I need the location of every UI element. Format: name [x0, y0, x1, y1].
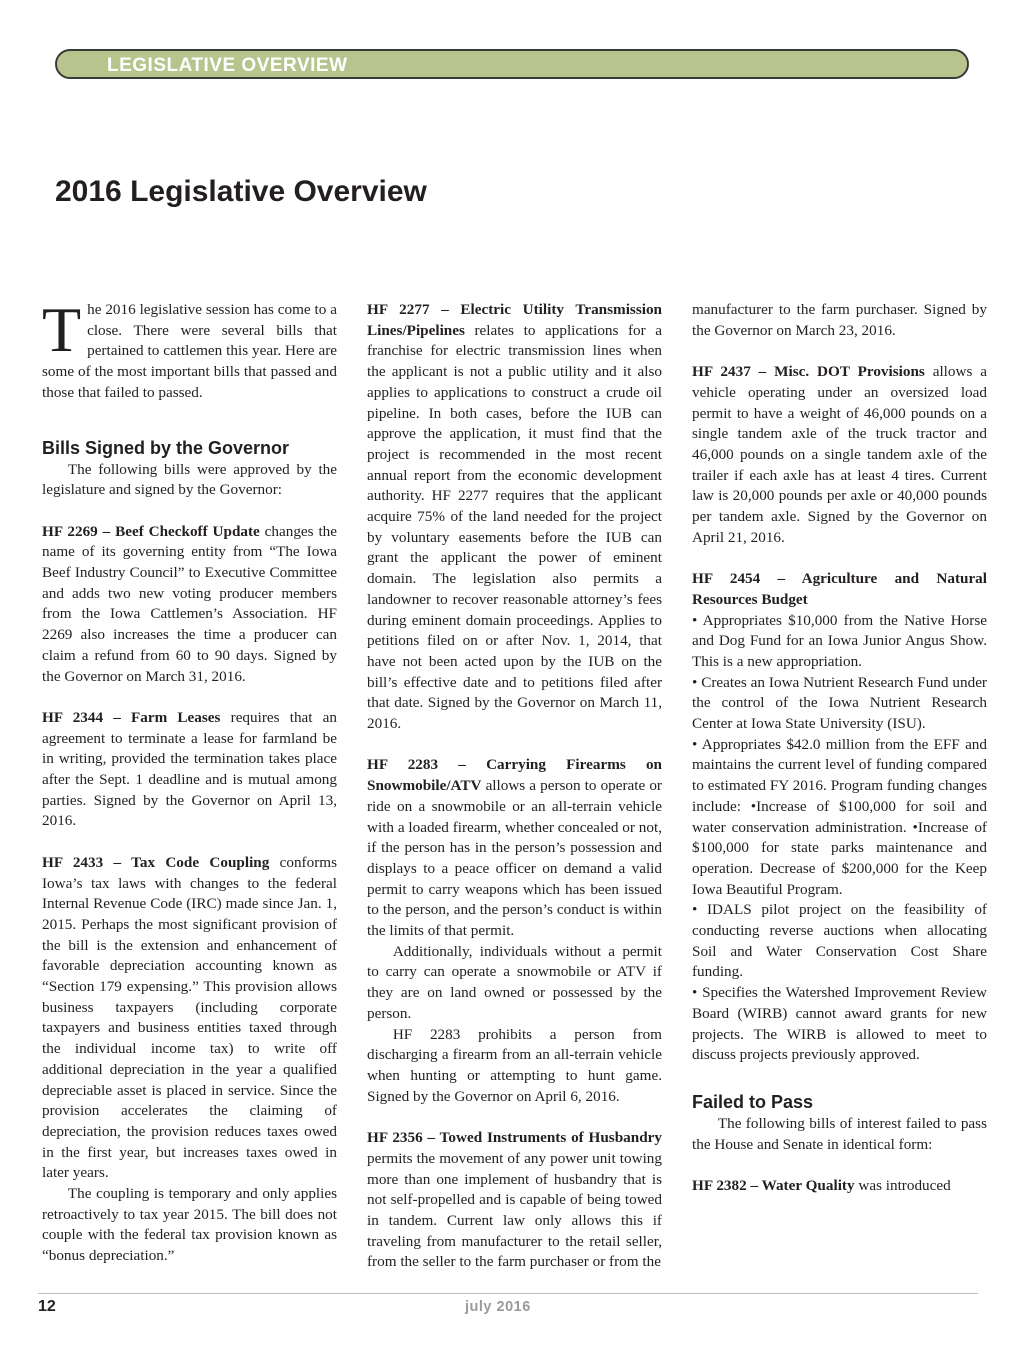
bill-text: was introduced [854, 1177, 951, 1195]
bill-hf2382 [692, 1176, 987, 1197]
bill-title: HF 2454 – Agriculture and Natural Resources Budget [692, 570, 987, 608]
bill-hf2283 [367, 755, 662, 941]
bill-hf2269 [42, 522, 337, 688]
intro-text: he 2016 legislative session has come to a close. There were several bills that pertained to cattlemen this year. Here are some of the most important bills that passed and those that failed to passed. [42, 301, 337, 401]
column-2 [367, 300, 662, 1273]
signed-lead: The following bills were approved by the legislature and signed by the Governor: [42, 460, 337, 499]
bill-title: HF 2277 – Electric Utility Transmission Lines/Pipelines [367, 301, 662, 339]
column-1 [42, 294, 337, 1267]
bill-hf2356 [367, 1128, 662, 1273]
issue-date: july 2016 [465, 1299, 531, 1315]
bill-title: HF 2382 – Water Quality [692, 1177, 855, 1195]
footer-divider [38, 1293, 978, 1294]
bill-hf2283-additional: Additionally, individuals without a permit to carry can operate a snowmobile or ATV if they are on land owned or possessed by the person. [367, 942, 662, 1022]
heading-failed-to-pass: Failed to Pass [692, 1091, 814, 1112]
bill-text: permits the movement of any power unit towing more than one implement of husbandry that is not self-propelled and is capable of being towed in tandem. Current law only allows this if traveling from manufacturer to the retail seller, from the seller to the farm purchaser or from the [367, 1149, 662, 1271]
failed-lead: The following bills of interest failed to pass the House and Senate in identical form: [692, 1114, 987, 1153]
section-banner [55, 49, 969, 79]
budget-bullet: • Appropriates $10,000 from the Native Horse and Dog Fund for an Iowa Junior Angus Show. This is a new appropriation. [692, 611, 987, 670]
column-3 [692, 300, 987, 1197]
bill-text: changes the name of its governing entity from “The Iowa Beef Industry Council” to Executive Committee and adds two new voting producer members from the Iowa Cattlemen’s Association. HF 2269 also increases the time a producer can claim a refund from 60 to 90 days. Signed by the Governor on March 31, 2016. [42, 522, 337, 685]
bill-title: HF 2356 – Towed Instruments of Husbandry [367, 1129, 662, 1147]
bill-text: conforms Iowa’s tax laws with changes to the federal Internal Revenue Code (IRC) made since Jan. 1, 2015. Perhaps the most significant provision of the bill is the extension and enhancement of favorable depreciation accounting known as “Section 179 expensing.” This provision allows business taxpayers (including corporate taxpayers and business entities taxed through the individual income tax) to write off additional depreciation in the year a qualified depreciable asset is placed in service. Since the provision accelerates the claiming of depreciation, the provision reduces taxes owed in the first year, but increases taxes owed in later years. [42, 853, 337, 1182]
bill-hf2454 [692, 569, 987, 610]
intro-paragraph [42, 294, 337, 404]
bill-title: HF 2283 – Carrying Firearms on Snowmobile/ATV [367, 756, 662, 795]
drop-cap: T [42, 294, 82, 365]
budget-bullet: • IDALS pilot project on the feasibility of conducting reverse auctions when allocating Soil and Water Conservation Cost Share funding. [692, 901, 987, 981]
bill-hf2437 [692, 362, 987, 548]
bill-title: HF 2344 – Farm Leases [42, 708, 221, 726]
heading-bills-signed: Bills Signed by the Governor [42, 437, 290, 458]
bill-text: requires that an agreement to terminate a lease for farmland be in writing, provided the termination takes place after the Sept. 1 deadline and is mutual among parties. Signed by the Governor on April 13, 2016. [42, 708, 337, 830]
bill-text: allows a vehicle operating under an oversized load permit to have a weight of 46,000 pounds on a single tandem axle of the truck tractor and 46,000 pounds on a single tandem axle of the trailer if each axle has at least 4 tires. Current law is 20,000 pounds per axle or 40,000 pounds per tandem axle. Signed by the Governor on April 21, 2016. [692, 363, 987, 546]
bill-hf2277 [367, 300, 662, 735]
page-title: 2016 Legislative Overview [55, 175, 427, 208]
bill-hf2283-prohibits: HF 2283 prohibits a person from discharging a firearm from an all-terrain vehicle when hunting or attempting to hunt game. Signed by the Governor on April 6, 2016. [367, 1025, 662, 1105]
section-banner-label: LEGISLATIVE OVERVIEW [107, 55, 348, 76]
bill-hf2356-continued: manufacturer to the farm purchaser. Signed by the Governor on March 23, 2016. [692, 301, 987, 339]
bill-title: HF 2433 – Tax Code Coupling [42, 853, 270, 871]
bill-text: relates to applications for a franchise for electric transmission lines when the applicant is not a public utility and it also applies to applications to construct a crude oil pipeline. In both cases, before the IUB can approve the application, it must find that the project is recommended in the most recent annual report from the economic development authority. HF 2277 requires that the applicant acquire 75% of the land needed for the project by voluntary easements before the IUB can grant the applicant the power of eminent domain. The legislation also permits a landowner to recover reasonable attorney’s fees during eminent domain proceedings. Applies to petitions filed on or after Nov. 1, 2014, that have not been acted upon by the IUB on the bill’s effective date and to petitions filed after that date. Signed by the Governor on March 11, 2016. [367, 321, 662, 733]
bill-title: HF 2437 – Misc. DOT Provisions [692, 363, 925, 381]
bill-hf2433-continued: The coupling is temporary and only applies retroactively to tax year 2015. The bill does not couple with the federal tax provision known as “bonus depreciation.” [42, 1185, 337, 1265]
bill-text: allows a person to operate or ride on a snowmobile or an all-terrain vehicle with a loaded firearm, whether concealed or not, if the person has in the person’s possession and displays to a peace officer on demand a valid permit to carry weapons which has been issued to the person, and the person’s conduct is within the limits of that permit. [367, 777, 662, 940]
bill-hf2344 [42, 708, 337, 832]
budget-bullet: • Creates an Iowa Nutrient Research Fund under the control of the Iowa Nutrient Research Center at Iowa State University (ISU). [692, 673, 987, 733]
bill-hf2433 [42, 853, 337, 1184]
bill-title: HF 2269 – Beef Checkoff Update [42, 522, 260, 540]
budget-bullet: • Appropriates $42.0 million from the EFF and maintains the current level of funding compared to estimated FY 2016. Program funding changes include: •Increase of $100,000 for soil and water conservation administration. •Increase of $100,000 for state parks maintenance and operation. Decrease of $200,000 for the Keep Iowa Beautiful Program. [692, 735, 987, 898]
page-number: 12 [38, 1298, 56, 1315]
budget-bullet: • Specifies the Watershed Improvement Review Board (WIRB) cannot award grants for new projects. The WIRB is allowed to meet to discuss projects previously approved. [692, 984, 987, 1064]
